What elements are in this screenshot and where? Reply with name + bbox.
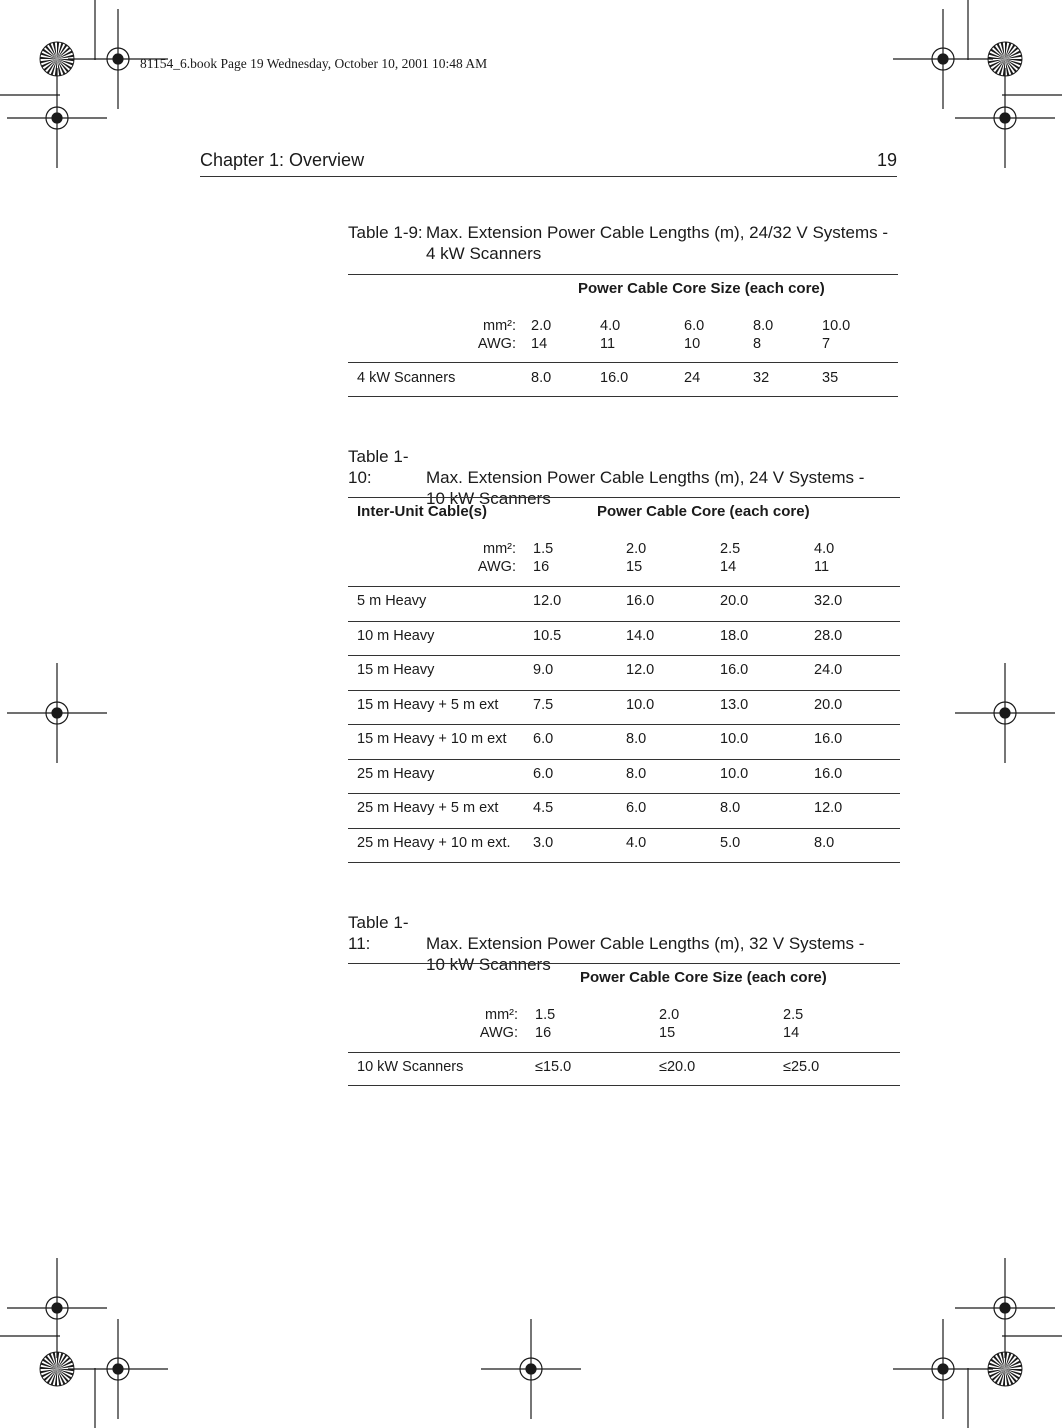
row-label: 15 m Heavy + 10 m ext — [357, 731, 507, 747]
rule — [348, 586, 900, 587]
rule — [348, 396, 898, 397]
table-cell: 8.0 — [720, 800, 741, 816]
mm-label: mm²: — [482, 318, 516, 334]
table-cell: 14.0 — [626, 627, 655, 644]
row-label: 10 m Heavy — [357, 627, 435, 644]
table-title: Max. Extension Power Cable Lengths (m), 32 V Systems - — [426, 934, 865, 953]
table-cell: 10.0 — [720, 765, 749, 782]
table-cell: 16.0 — [720, 662, 749, 678]
registration-target-icon — [955, 68, 1055, 168]
rule — [348, 497, 900, 498]
rule — [348, 274, 898, 275]
table-cell: 7.5 — [533, 696, 554, 713]
star-target-icon — [988, 42, 1022, 76]
row-label: 15 m Heavy + 5 m ext — [357, 696, 499, 713]
registration-target-icon — [893, 9, 993, 109]
table-cell: 13.0 — [720, 696, 749, 713]
table-cell: 20.0 — [814, 696, 843, 713]
table-cell: 24.0 — [814, 662, 843, 678]
registration-target-icon — [7, 663, 107, 763]
awg-value: 10 — [684, 336, 701, 352]
awg-value: 8 — [753, 336, 762, 352]
chapter-title: Chapter 1: Overview — [200, 150, 365, 170]
registration-target-icon — [955, 1258, 1055, 1358]
table-cell: 18.0 — [720, 627, 749, 644]
awg-value: 15 — [659, 1025, 676, 1041]
star-target-icon — [40, 42, 74, 76]
registration-target-icon — [955, 663, 1055, 763]
row-label: 5 m Heavy — [357, 593, 427, 609]
row-label: 25 m Heavy + 5 m ext — [357, 800, 499, 816]
row-label: 10 kW Scanners — [357, 1059, 464, 1075]
mm-value: 1.5 — [535, 1007, 556, 1023]
rule — [348, 828, 900, 829]
registration-target-icon — [68, 1319, 168, 1419]
page-number: 19 — [876, 150, 897, 170]
rule — [348, 655, 900, 656]
star-target-icon — [40, 1352, 74, 1386]
registration-target-icon — [481, 1319, 581, 1419]
mm-value: 2.0 — [531, 318, 552, 334]
mm-label: mm²: — [484, 1007, 518, 1023]
column-group-header: Power Cable Core (each core) — [597, 503, 810, 520]
rule — [348, 963, 900, 964]
mm-value: 2.0 — [626, 541, 647, 557]
registration-target-icon — [7, 68, 107, 168]
table-cell: 8.0 — [814, 834, 835, 851]
awg-value: 14 — [531, 336, 548, 352]
table-title: Max. Extension Power Cable Lengths (m), 24 V Systems - — [426, 468, 865, 487]
table-cell: 10.0 — [720, 731, 749, 747]
table-cell: 3.0 — [533, 834, 554, 851]
row-label: 4 kW Scanners — [357, 370, 456, 386]
mm-value: 2.5 — [720, 541, 741, 557]
rule — [348, 1052, 900, 1053]
mm-value: 1.5 — [533, 541, 554, 557]
table-cell: 12.0 — [626, 662, 655, 678]
table-cell: 8.0 — [626, 731, 647, 747]
table-cell: 4.0 — [626, 834, 647, 851]
mm-value: 8.0 — [753, 318, 774, 334]
table-cell: 6.0 — [626, 800, 647, 816]
table-number: Table 1-9: — [348, 223, 423, 242]
rule — [348, 362, 898, 363]
table-cell: 8.0 — [626, 765, 647, 782]
awg-value: 14 — [720, 559, 737, 575]
mm-value: 6.0 — [684, 318, 705, 334]
table-cell: 16.0 — [600, 370, 629, 386]
mm-value: 4.0 — [600, 318, 621, 334]
table-1-10 — [348, 497, 900, 863]
print-slug: 81154_6.book Page 19 Wednesday, October 10, 2001 10:48 AM — [140, 56, 488, 71]
page-header — [200, 148, 897, 177]
rule — [348, 621, 900, 622]
table-cell: ≤25.0 — [783, 1059, 820, 1075]
column-group-header: Power Cable Core Size (each core) — [578, 280, 825, 297]
mm-value: 10.0 — [822, 318, 851, 334]
table-1-9 — [348, 274, 898, 399]
table-cell: 16.0 — [814, 765, 843, 782]
table-cell: 12.0 — [814, 800, 843, 816]
column-group-header: Power Cable Core Size (each core) — [580, 969, 827, 986]
table-cell: 8.0 — [531, 370, 552, 386]
awg-value: 11 — [814, 559, 830, 575]
table-cell: 9.0 — [533, 662, 554, 678]
mm-label: mm²: — [482, 541, 516, 557]
mm-value: 4.0 — [814, 541, 835, 557]
rule — [348, 862, 900, 863]
awg-value: 16 — [535, 1025, 552, 1041]
table-cell: ≤20.0 — [659, 1059, 696, 1075]
table-cell: 24 — [684, 370, 701, 386]
table-cell: ≤15.0 — [535, 1059, 572, 1075]
table-cell: 6.0 — [533, 765, 554, 782]
registration-target-icon — [893, 1319, 993, 1419]
awg-label: AWG: — [477, 336, 516, 352]
table-cell: 5.0 — [720, 834, 741, 851]
awg-value: 7 — [822, 336, 831, 352]
table-number: Table 1-11: — [348, 913, 409, 953]
row-label: 25 m Heavy — [357, 765, 435, 782]
rule — [348, 793, 900, 794]
awg-label: AWG: — [479, 1025, 518, 1041]
mm-value: 2.0 — [659, 1007, 680, 1023]
row-header: Inter-Unit Cable(s) — [357, 503, 488, 520]
awg-value: 11 — [600, 336, 616, 352]
table-cell: 10.0 — [626, 696, 655, 713]
row-label: 25 m Heavy + 10 m ext. — [357, 834, 511, 851]
table-cell: 32.0 — [814, 593, 843, 609]
rule — [348, 724, 900, 725]
table-cell: 4.5 — [533, 800, 554, 816]
table-cell: 28.0 — [814, 627, 843, 644]
table-cell: 6.0 — [533, 731, 554, 747]
table-cell: 20.0 — [720, 593, 749, 609]
table-number: Table 1-10: — [348, 447, 409, 487]
table-title-cont: 4 kW Scanners — [426, 244, 542, 263]
awg-value: 15 — [626, 559, 643, 575]
registration-target-icon — [7, 1258, 107, 1358]
table-caption — [348, 222, 888, 264]
star-target-icon — [988, 1352, 1022, 1386]
table-cell: 16.0 — [814, 731, 843, 747]
table-title-cont: 10 kW Scanners — [426, 955, 551, 974]
rule — [348, 1085, 900, 1086]
table-cell: 32 — [753, 370, 770, 386]
rule — [348, 690, 900, 691]
table-title-cont: 10 kW Scanners — [426, 489, 551, 508]
rule — [348, 759, 900, 760]
table-cell: 12.0 — [533, 593, 562, 609]
awg-value: 14 — [783, 1025, 800, 1041]
awg-value: 16 — [533, 559, 550, 575]
table-cell: 16.0 — [626, 593, 655, 609]
table-title: Max. Extension Power Cable Lengths (m), 24/32 V Systems - — [426, 223, 889, 242]
row-label: 15 m Heavy — [357, 662, 435, 678]
table-cell: 35 — [822, 370, 839, 386]
mm-value: 2.5 — [783, 1007, 804, 1023]
awg-label: AWG: — [477, 559, 516, 575]
table-1-11 — [348, 963, 900, 1088]
table-cell: 10.5 — [533, 627, 562, 644]
